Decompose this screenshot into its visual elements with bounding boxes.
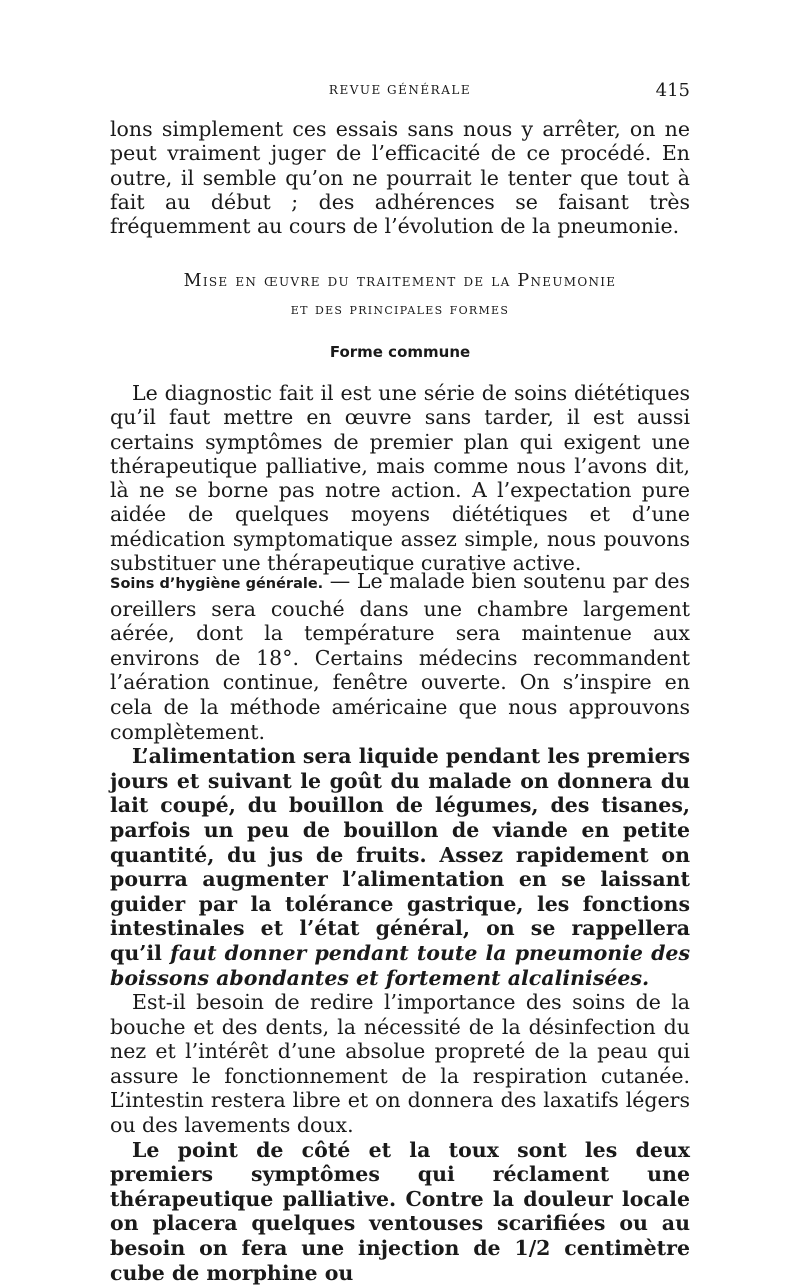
- alimentation-paragraph: [110, 744, 690, 990]
- intro-paragraph: lons simplement ces essais sans nous y arrêter, on ne peut vraiment juger de l’efficacité de ce procédé. En outre, il semble qu’on ne pourrait le tenter que tout à fait au début ; des adhérences se faisant très fréquemment au cours de l’évolution de la pneumonie.: [110, 117, 690, 239]
- section-title: Mise en œuvre du traitement de la Pneumonie: [183, 271, 617, 291]
- page-number: 415: [655, 80, 690, 101]
- running-head: [110, 80, 690, 102]
- hygiene-text: — Le malade bien soutenu par des oreillers sera couché dans une chambre largement aérée, dont la température sera maintenue aux environs de 18°. Certains médecins recommandent l’aération continue, fenêtre ouverte. On s’inspire en cela de la méthode américaine que nous approuvons complètement.: [110, 569, 691, 744]
- hygiene-heading: Soins d’hygiène générale.: [110, 576, 324, 592]
- alimentation-text: L’alimentation sera liquide pendant les premiers jours et suivant le goût du malade on donnera du lait coupé, du bouillon de légumes, des tisanes, parfois un peu de bouillon de viande en petite quantité, du jus de fruits. Assez rapidement on pourra augmenter l’alimentation en se laissant guider par la tolérance gastrique, les fonctions intestinales et l’état général, on se rappellera qu’il: [110, 744, 690, 965]
- treatment-text-block: [110, 569, 690, 1285]
- hygiene-paragraph: [110, 569, 690, 744]
- intro-paragraph-block: [110, 117, 690, 238]
- bouche-paragraph: Est-il besoin de redire l’importance des soins de la bouche et des dents, la nécessité de la désinfection du nez et l’intérêt d’une absolue propreté de la peau qui assure le fonctionnement de la respiration cutanée. L’intestin restera libre et on donnera des laxatifs légers ou des lavements doux.: [110, 990, 690, 1138]
- running-title: REVUE GÉNÉRALE: [328, 83, 472, 97]
- section-title-continued: et des principales formes: [290, 300, 510, 318]
- point-de-cote-paragraph: Le point de côté et la toux sont les deux premiers symptômes qui réclament une thérapeutique palliative. Contre la douleur locale on placera quelques ventouses scarifiées ou au besoin on fera une injection de 1/2 centimètre cube de morphine ou: [110, 1137, 690, 1285]
- subsection-title: Forme commune: [329, 343, 471, 361]
- diagnostic-paragraph: Le diagnostic fait il est une série de soins diététiques qu’il faut mettre en œuvre sans tarder, il est aussi certains symptômes de premier plan qui exigent une thérapeutique palliative, mais comme nous l’avons dit, là ne se borne pas notre action. A l’expectation pure aidée de quelques moyens diététiques et d’une médication symptomatique assez simple, nous pouvons substituer une thérapeutique curative active.: [110, 381, 690, 576]
- diagnostic-paragraph-block: [110, 381, 690, 575]
- alimentation-italic: faut donner pendant toute la pneumonie des boissons abondantes et fortement alcalinisées.: [110, 940, 691, 990]
